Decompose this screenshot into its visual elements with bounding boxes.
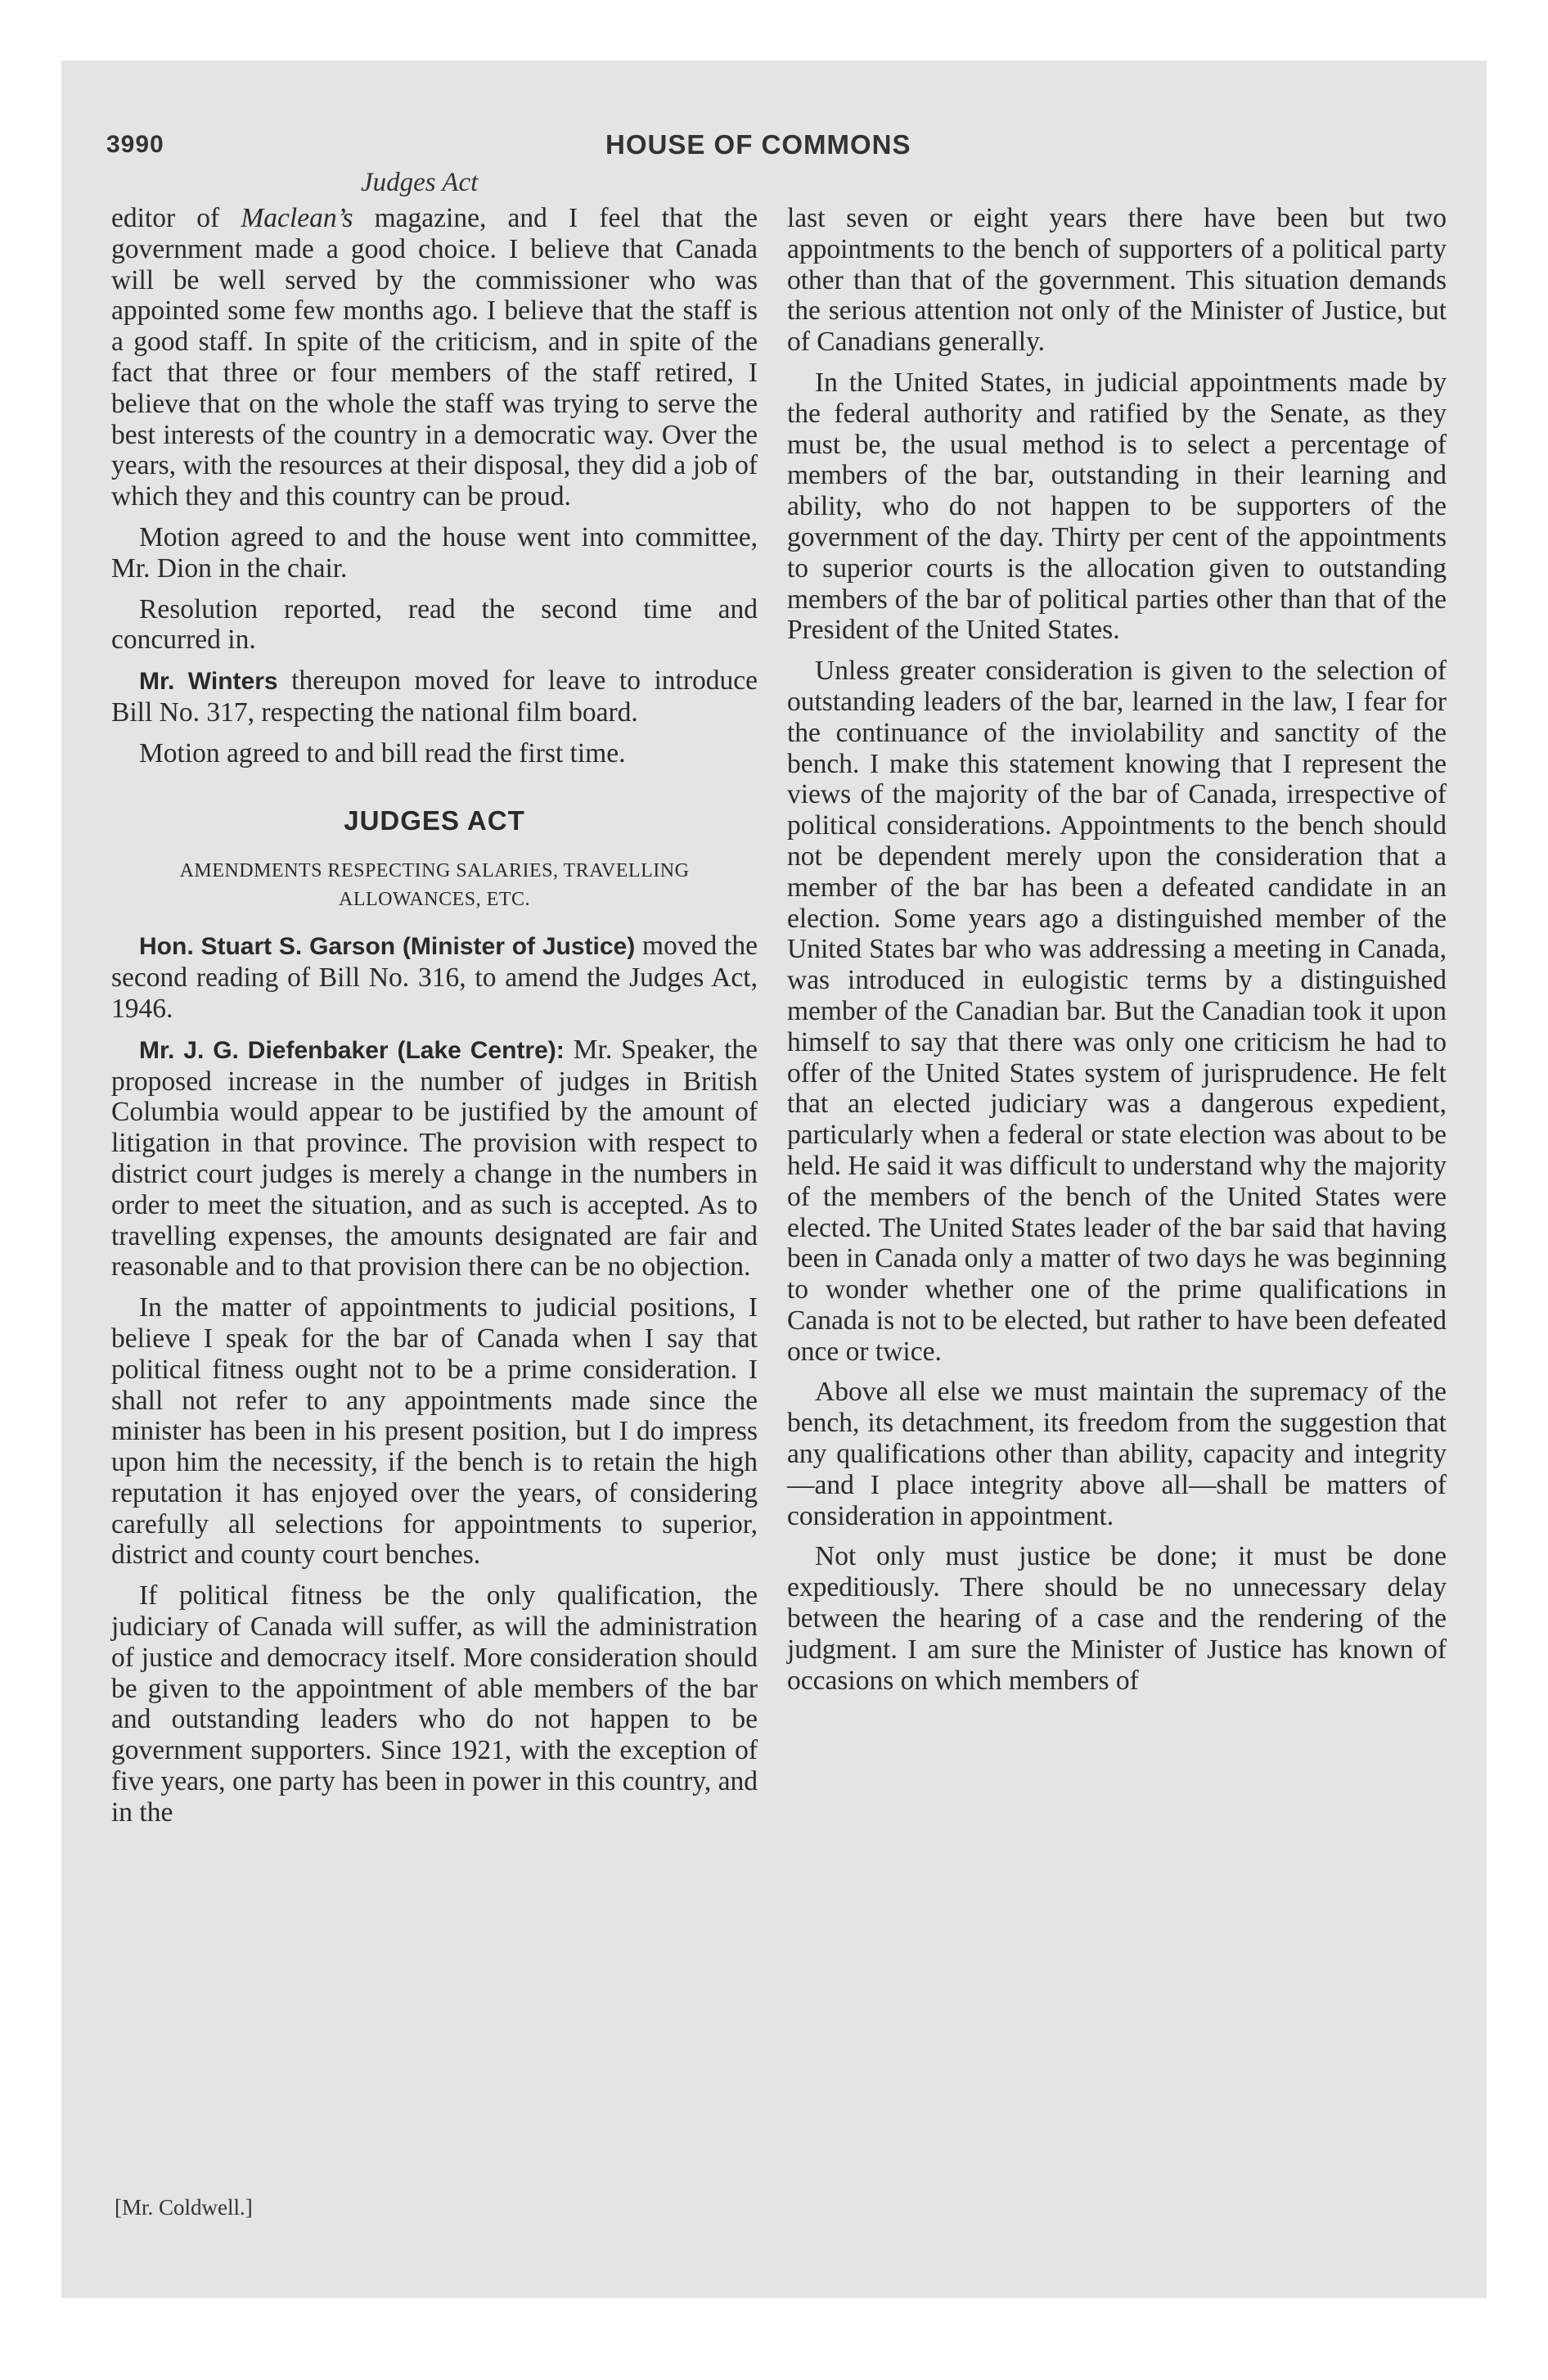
- paragraph: last seven or eight years there have been but two appointments to the bench of supporters of a political party other than that of the government. This situation demands the serious attention not only of the Minister of Justice, but of Canadians generally.: [787, 203, 1447, 358]
- paragraph: Not only must justice be done; it must be done expeditiously. There should be no unnecessary delay between the hearing of a case and the rendering of the judgment. I am sure the Minister of Justice has known of occasions on which members of: [787, 1541, 1447, 1696]
- section-subtitle: Judges Act: [361, 168, 479, 197]
- paragraph: Resolution reported, read the second time and concurred in.: [111, 593, 758, 656]
- paragraph: If political fitness be the only qualification, the judiciary of Canada will suffer, as will the administration of justice and democracy itself. More consideration should be given to the appointment of able members of the bar and outstanding leaders who do not happen to be government supporters. Since 1921, with the exception of five years, one party has been in power in this country, and in the: [111, 1580, 758, 1828]
- paragraph: Motion agreed to and the house went into committee, Mr. Dion in the chair.: [111, 521, 758, 584]
- paragraph: Unless greater consideration is given to the selection of outstanding leaders of the bar, learned in the law, I fear for the continuance of the inviolability and sanctity of the bench. I make this statement knowing that I represent the views of the majority of the bar of Canada, irrespective of political considerations. Appointments to the bench should not be dependent merely upon the consideration that a member of the bar has been a defeated candidate in an election. Some years ago a distinguished member of the United States bar who was addressing a meeting in Canada, was introduced in eulogistic terms by a distinguished member of the Canadian bar. But the Canadian took it upon himself to say that there was only one criticism he had to offer of the United States system of jurisprudence. He felt that an elected judiciary was a dangerous expedient, particularly when a federal or state election was about to be held. He said it was difficult to understand why the majority of the members of the bench of the United States were elected. The United States leader of the bar said that having been in Canada only a matter of two days he was beginning to wonder whether one of the prime qualifications in Canada is not to be elected, but rather to have been defeated once or twice.: [787, 656, 1447, 1367]
- paragraph: Above all else we must maintain the supremacy of the bench, its detachment, its freedom from the suggestion that any qualifications other than ability, capacity and integrity—and I place integrity above all—shall be matters of consideration in appointment.: [787, 1377, 1447, 1531]
- paragraph: Motion agreed to and bill read the first time.: [139, 737, 626, 769]
- paragraph-text: thereupon moved for leave to introduce Bill No. 317, respecting the national film board.: [111, 665, 758, 728]
- paragraph-text: moved the second reading of Bill No. 316, to amend the Judges Act, 1946.: [111, 931, 758, 1024]
- paragraph: [111, 665, 758, 728]
- paragraph: [111, 1034, 758, 1282]
- running-head: HOUSE OF COMMONS: [605, 129, 911, 160]
- speaker-name: Mr. J. G. Diefenbaker (Lake Centre):: [139, 1036, 565, 1064]
- paragraph: In the United States, in judicial appointments made by the federal authority and ratified by the Senate, as they must be, the usual method is to select a percentage of members of the bar, outstanding in their learning and ability, who do not happen to be supporters of the government of the day. Thirty per cent of the appointments to superior courts is the allocation given to outstanding members of the bar of political parties other than that of the President of the United States.: [787, 367, 1447, 646]
- page-number: 3990: [106, 131, 164, 158]
- speaker-name: Mr. Winters: [139, 668, 278, 696]
- right-column: [787, 203, 1447, 1706]
- paragraph-text: Mr. Speaker, the proposed increase in the number of judges in British Columbia would appear to be justified by the amount of litigation in that province. The provision with respect to district court judges is merely a change in the numbers in order to meet the situation, and as such is accepted. As to travelling expenses, the amounts designated are fair and reasonable and to that provision there can be no objection.: [111, 1034, 758, 1282]
- speaker-name: Hon. Stuart S. Garson (Minister of Justice): [139, 933, 636, 961]
- paragraph-text: magazine, and I feel that the government made a good choice. I believe that Canada will be well served by the commissioner who was appointed some few months ago. I believe that the staff is a good staff. In spite of the criticism, and in spite of the fact that three or four members of the staff retired, I believe that on the whole the staff was trying to serve the best interests of the country in a democratic way. Over the years, with the resources at their disposal, they did a job of which they and this country can be proud.: [111, 203, 758, 512]
- paragraph: In the matter of appointments to judicial positions, I believe I speak for the bar of Canada when I say that political fitness ought not to be a prime consideration. I shall not refer to any appointments made since the minister has been in his present position, but I do impress upon him the necessity, if the bench is to retain the high reputation it has enjoyed over the years, of considering carefully all selections for appointments to superior, district and county court benches.: [111, 1292, 758, 1571]
- paragraph: [111, 931, 758, 1024]
- paragraph: [111, 203, 758, 512]
- section-heading: JUDGES ACT: [344, 805, 525, 836]
- footer-attribution: [Mr. Coldwell.]: [115, 2195, 253, 2220]
- left-column: [111, 203, 758, 1838]
- section-subheading: AMENDMENTS RESPECTING SALARIES, TRAVELLING ALLOWANCES, ETC.: [179, 860, 690, 911]
- paragraph-text: editor of: [111, 203, 241, 233]
- magazine-title: Maclean’s: [241, 203, 353, 233]
